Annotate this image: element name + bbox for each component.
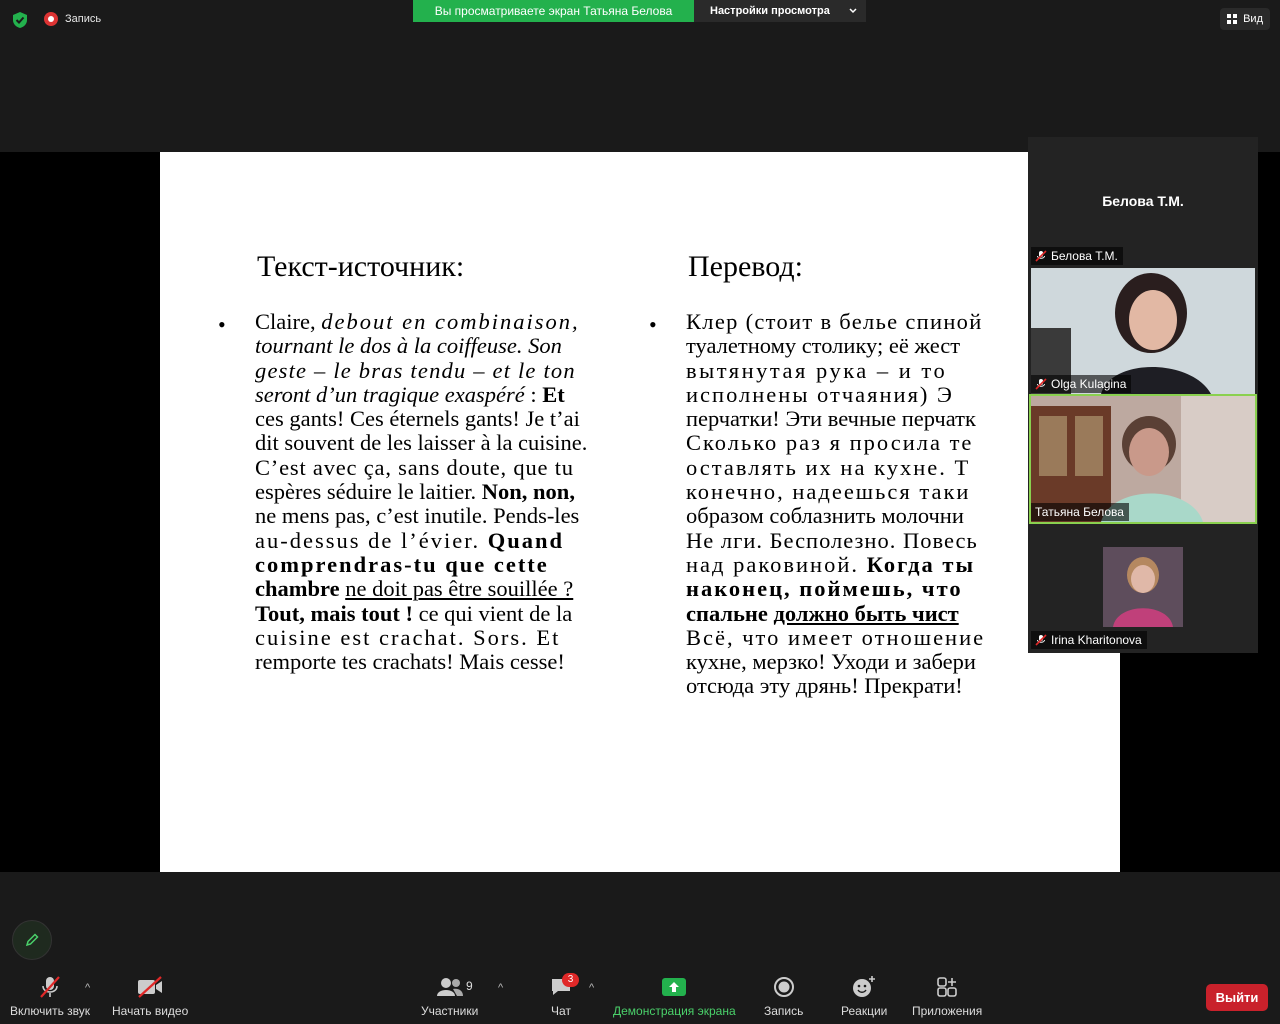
text-run: Et: [542, 381, 565, 407]
participants-label: Участники: [421, 1004, 479, 1018]
participant-label: [1031, 631, 1147, 649]
mic-muted-icon: [1035, 634, 1047, 646]
text-run: remporte tes crachats! Mais cesse!: [255, 649, 565, 675]
text-run: образом соблазнить молочни: [686, 503, 964, 529]
text-run: seront d’un tragique exaspéré: [255, 381, 525, 407]
text-run: tournant le dos à la coiffeuse. Son: [255, 333, 562, 359]
mic-muted-icon: [1035, 378, 1047, 390]
text-run: C’est avec ça, sans doute, que tu: [255, 454, 574, 480]
text-run: comprendras-tu que cette: [255, 551, 549, 577]
text-run: исполнены отчаяния) Э: [686, 381, 954, 407]
leave-meeting-button[interactable]: Выйти: [1206, 984, 1268, 1011]
view-button[interactable]: [1220, 8, 1270, 30]
text-run: ce qui vient de la: [412, 600, 573, 626]
participants-icon: [435, 975, 465, 999]
text-run: :: [524, 381, 543, 407]
reactions-button[interactable]: [841, 972, 887, 1018]
text-run: Всё, что имеет отношение: [686, 624, 986, 650]
participant-label: [1031, 375, 1131, 393]
participant-name: Olga Kulagina: [1051, 377, 1127, 391]
share-screen-icon: [661, 976, 687, 998]
participant-photo-irina[interactable]: [1103, 547, 1183, 627]
reactions-label: Реакции: [841, 1004, 888, 1018]
text-run: cuisine est crachat. Sors. Et: [255, 624, 561, 650]
text-run: наконец, поймешь, что: [686, 576, 963, 602]
text-run: перчатки! Эти вечные перчатк: [686, 406, 976, 432]
text-run: ne doit pas être souillée ?: [345, 576, 574, 602]
apps-label: Приложения: [912, 1004, 983, 1018]
text-run: Claire,: [255, 309, 322, 334]
view-options-dropdown[interactable]: [694, 0, 866, 22]
text-run: Клер (стоит в белье спиной: [686, 309, 983, 334]
video-off-icon: [136, 975, 164, 999]
text-run: должно быть чист: [773, 600, 959, 626]
view-options-label: Настройки просмотра: [710, 5, 830, 17]
text-run: отсюда эту дрянь! Прекрати!: [686, 673, 963, 699]
text-run: над раковиной.: [686, 551, 867, 577]
text-run: кухне, мерзко! Уходи и забери: [686, 649, 976, 675]
chat-options-chevron-up-icon[interactable]: ^: [589, 982, 595, 994]
smiley-icon: [851, 975, 877, 999]
recording-indicator[interactable]: [44, 12, 101, 26]
participant-name: Irina Kharitonova: [1051, 633, 1142, 647]
participant-name: Татьяна Белова: [1035, 505, 1124, 519]
share-screen-button[interactable]: [613, 972, 736, 1018]
start-video-button[interactable]: [112, 972, 188, 1018]
text-run: espères séduire le laitier.: [255, 479, 482, 505]
text-run: Сколько раз я просила те: [686, 430, 974, 456]
participant-name: Белова Т.М.: [1051, 249, 1118, 263]
grid-view-icon: [1227, 14, 1238, 25]
participant-avatar: [1103, 547, 1183, 627]
participant-label: [1031, 503, 1129, 521]
translation-heading: Перевод:: [688, 250, 803, 283]
presentation-slide: [160, 152, 1120, 872]
text-run: Tout, mais tout !: [255, 600, 413, 626]
mic-muted-icon: [37, 974, 63, 1000]
recording-icon: [44, 12, 58, 26]
bullet-icon: •: [218, 312, 226, 337]
text-run: ces gants! Ces éternels gants! Je t’ai: [255, 406, 580, 432]
text-run: chambre: [255, 576, 346, 602]
participants-count: 9: [466, 979, 473, 993]
security-shield-icon[interactable]: [10, 10, 30, 30]
source-heading: Текст-источник:: [257, 250, 465, 283]
chat-unread-badge: 3: [562, 973, 579, 987]
chat-label: Чат: [551, 1004, 571, 1018]
record-label: Запись: [764, 1004, 804, 1018]
text-run: вытянутая рука – и то: [686, 357, 948, 383]
pencil-icon: [24, 932, 40, 948]
audio-options-chevron-up-icon[interactable]: ^: [85, 982, 91, 994]
chevron-down-icon: [848, 7, 858, 15]
apps-button[interactable]: [912, 972, 982, 1018]
start-video-label: Начать видео: [112, 1004, 189, 1018]
text-run: туалетному столику; её жест: [686, 333, 961, 359]
text-run: Не лги. Бесполезно. Повесь: [686, 527, 978, 553]
share-screen-label: Демонстрация экрана: [613, 1004, 736, 1018]
screen-share-banner: [413, 0, 866, 22]
record-button[interactable]: [764, 972, 803, 1018]
text-run: Quand: [487, 527, 564, 553]
viewing-screen-banner-text: Вы просматриваете экран Татьяна Белова: [413, 0, 694, 22]
text-run: au-dessus de l’évier.: [255, 527, 488, 553]
text-run: debout en combinaison,: [321, 309, 580, 334]
participant-label: [1031, 247, 1123, 265]
unmute-label: Включить звук: [10, 1004, 91, 1018]
source-paragraph: [255, 310, 627, 674]
annotate-button[interactable]: [12, 920, 52, 960]
apps-icon: [936, 976, 958, 998]
text-run: ne mens pas, c’est inutile. Pends-les: [255, 503, 580, 529]
participants-options-chevron-up-icon[interactable]: ^: [498, 982, 504, 994]
view-button-label: Вид: [1243, 13, 1263, 25]
text-run: оставлять их на кухне. Т: [686, 454, 971, 480]
text-run: Когда ты: [866, 551, 976, 577]
mic-muted-icon: [1035, 250, 1047, 262]
text-run: конечно, надеешься таки: [686, 479, 971, 505]
text-run: geste – le bras tendu – et le ton: [255, 357, 576, 383]
text-run: спальне: [686, 600, 774, 626]
record-icon: [773, 976, 795, 998]
text-run: Non, non,: [481, 479, 575, 505]
text-run: dit souvent de les laisser à la cuisine.: [255, 430, 588, 456]
active-speaker-name: Белова Т.М.: [1102, 193, 1184, 209]
unmute-button[interactable]: [10, 972, 90, 1018]
bullet-icon: •: [649, 312, 657, 337]
recording-label: Запись: [65, 13, 102, 25]
